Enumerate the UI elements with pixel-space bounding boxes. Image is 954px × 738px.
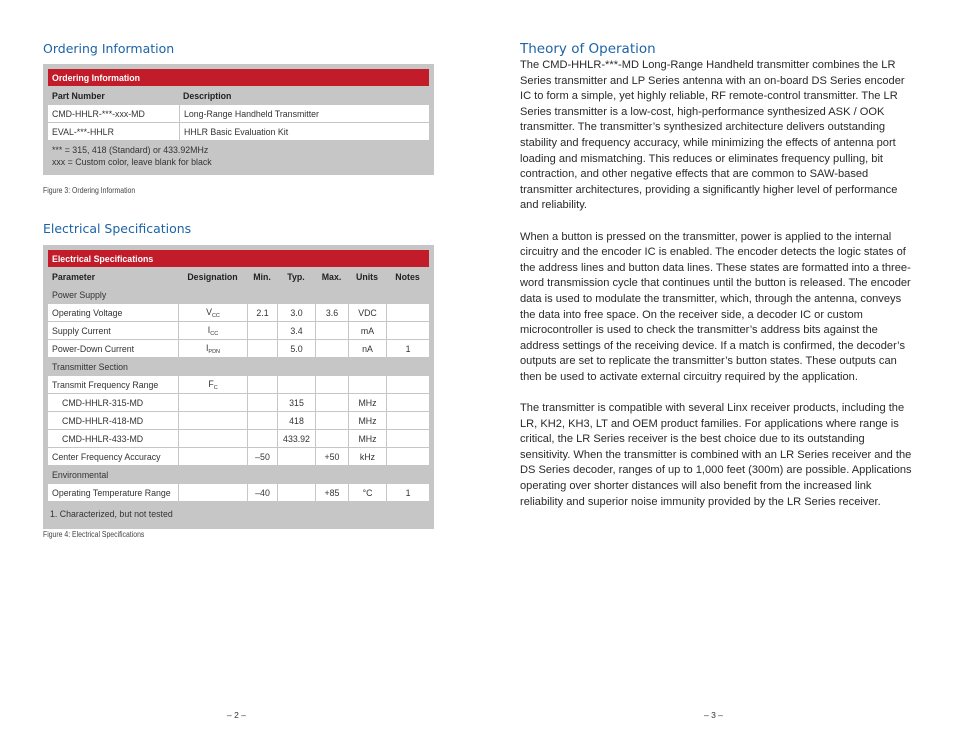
notes — [386, 322, 429, 340]
paragraph: When a button is pressed on the transmitter, power is applied to the internal circuitry and the encoder IC is enabled. The encoder detects the logic states of the address lines and button data lines. These states are formatted into a three-word transmission cycle that continues until the button is released. The encoder data is used to modulate the transmitter, which, through the antenna, conveys the data into free space. On the receiver side, a decoder IC or custom microcontroller is used to check the transmitter’s address bits against the address settings of the receiving device. If a match is confirmed, the decoder’s outputs are set to replicate the transmitter’s button states. These outputs can then be used to activate external circuitry required by the application. — [520, 230, 911, 383]
typ: 433.92 — [277, 430, 315, 448]
param: Operating Voltage — [48, 304, 178, 322]
theory-body — [520, 58, 912, 526]
units: nA — [348, 340, 386, 358]
part-number: EVAL-***-HHLR — [48, 123, 179, 141]
figure-4-caption: Figure 4: Electrical Specifications — [43, 530, 145, 539]
typ — [277, 376, 315, 394]
theory-heading: Theory of Operation — [520, 41, 656, 57]
electrical-heading: Electrical Specifications — [43, 221, 192, 236]
ordering-table-title: Ordering Information — [48, 69, 429, 87]
designation: $I_{CC}$ — [178, 322, 247, 340]
notes: 1 — [386, 484, 429, 502]
col-description: Description — [179, 87, 429, 105]
typ — [277, 484, 315, 502]
param: CMD-HHLR-418-MD — [48, 412, 178, 430]
col-typ: Typ. — [277, 268, 315, 286]
param: CMD-HHLR-433-MD — [48, 430, 178, 448]
col-designation: Designation — [178, 268, 247, 286]
min — [247, 394, 277, 412]
param: Operating Temperature Range — [48, 484, 178, 502]
part-number: CMD-HHLR-***-xxx-MD — [48, 105, 179, 123]
units: VDC — [348, 304, 386, 322]
table-row — [48, 322, 429, 340]
designation: $I_{PDN}$ — [178, 340, 247, 358]
notes — [386, 430, 429, 448]
max: 3.6 — [315, 304, 348, 322]
max: +85 — [315, 484, 348, 502]
units: kHz — [348, 448, 386, 466]
designation — [178, 412, 247, 430]
ordering-note-2: xxx = Custom color, leave blank for black — [52, 157, 212, 167]
table-row — [48, 412, 429, 430]
table-row — [48, 123, 429, 141]
notes — [386, 394, 429, 412]
min: –40 — [247, 484, 277, 502]
ordering-note-1: *** = 315, 418 (Standard) or 433.92MHz — [52, 145, 209, 155]
max — [315, 322, 348, 340]
min — [247, 412, 277, 430]
section-environmental: Environmental — [48, 466, 429, 484]
designation — [178, 484, 247, 502]
description: HHLR Basic Evaluation Kit — [179, 123, 429, 141]
max — [315, 394, 348, 412]
col-min: Min. — [247, 268, 277, 286]
max: +50 — [315, 448, 348, 466]
table-row — [48, 430, 429, 448]
designation: $V_{CC}$ — [178, 304, 247, 322]
min — [247, 340, 277, 358]
max — [315, 340, 348, 358]
typ — [277, 448, 315, 466]
page-number-right: – 3 – — [704, 710, 723, 720]
units: MHz — [348, 430, 386, 448]
designation — [178, 448, 247, 466]
units: MHz — [348, 412, 386, 430]
col-max: Max. — [315, 268, 348, 286]
figure-3-caption: Figure 3: Ordering Information — [43, 186, 136, 195]
table-row — [48, 340, 429, 358]
designation — [178, 394, 247, 412]
param: Transmit Frequency Range — [48, 376, 178, 394]
typ: 3.0 — [277, 304, 315, 322]
param: Center Frequency Accuracy — [48, 448, 178, 466]
param: CMD-HHLR-315-MD — [48, 394, 178, 412]
section-transmitter: Transmitter Section — [48, 358, 429, 376]
electrical-table-title: Electrical Specifications — [48, 250, 429, 268]
min — [247, 376, 277, 394]
table-row — [48, 304, 429, 322]
units — [348, 376, 386, 394]
units: MHz — [348, 394, 386, 412]
notes — [386, 304, 429, 322]
col-units: Units — [348, 268, 386, 286]
typ: 5.0 — [277, 340, 315, 358]
typ: 315 — [277, 394, 315, 412]
min: –50 — [247, 448, 277, 466]
notes: 1 — [386, 340, 429, 358]
ordering-table — [48, 69, 429, 175]
description: Long-Range Handheld Transmitter — [179, 105, 429, 123]
designation — [178, 430, 247, 448]
max — [315, 430, 348, 448]
ordering-notes — [48, 141, 429, 175]
table-row — [48, 484, 429, 502]
section-power-supply: Power Supply — [48, 286, 429, 304]
col-part-number: Part Number — [48, 87, 179, 105]
electrical-table — [48, 250, 429, 529]
page-number-left: – 2 – — [227, 710, 246, 720]
max — [315, 412, 348, 430]
table-row — [48, 394, 429, 412]
typ: 3.4 — [277, 322, 315, 340]
min — [247, 322, 277, 340]
max — [315, 376, 348, 394]
ordering-table-box — [43, 64, 434, 175]
designation: $F_C$ — [178, 376, 247, 394]
table-row — [48, 376, 429, 394]
param: Supply Current — [48, 322, 178, 340]
min — [247, 430, 277, 448]
param: Power-Down Current — [48, 340, 178, 358]
typ: 418 — [277, 412, 315, 430]
units: mA — [348, 322, 386, 340]
notes — [386, 448, 429, 466]
paragraph: The transmitter is compatible with several Linx receiver products, including the LR, KH2, KH3, LT and OEM product families. For applications where range is critical, the LR Series receiver is the best choice due to its outstanding sensitivity. When the transmitter is combined with an LR Series receiver and the DS Series decoder, ranges of up to 1,000 feet (300m) are possible. Applications operating over shorter distances will also benefit from the increased link reliability and superior noise immunity provided by the LR Series receiver. — [520, 402, 912, 508]
table-row — [48, 448, 429, 466]
electrical-table-box — [43, 245, 434, 529]
col-parameter: Parameter — [48, 268, 178, 286]
notes — [386, 376, 429, 394]
min: 2.1 — [247, 304, 277, 322]
electrical-footnote: 1. Characterized, but not tested — [48, 502, 429, 529]
units: °C — [348, 484, 386, 502]
notes — [386, 412, 429, 430]
paragraph: The CMD-HHLR-***-MD Long-Range Handheld transmitter combines the LR Series transmitter and LP Series antenna with an on-board DS Series encoder IC to form a simple, yet highly reliable, RF remote-control transmitter. The LR Series transmitter is a low-cost, high-performance synthesized ASK / OOK transmitter. The transmitter’s synthesized architecture delivers outstanding stability and frequency accuracy, while minimizing the effects of antenna port loading and mismatching. This reduces or eliminates frequency pulling, bit contraction, and other negative effects that are common to SAW-based transmitter architectures, providing a significantly higher level of performance and reliability. — [520, 59, 905, 212]
table-row — [48, 105, 429, 123]
ordering-heading: Ordering Information — [43, 41, 175, 56]
col-notes: Notes — [386, 268, 429, 286]
